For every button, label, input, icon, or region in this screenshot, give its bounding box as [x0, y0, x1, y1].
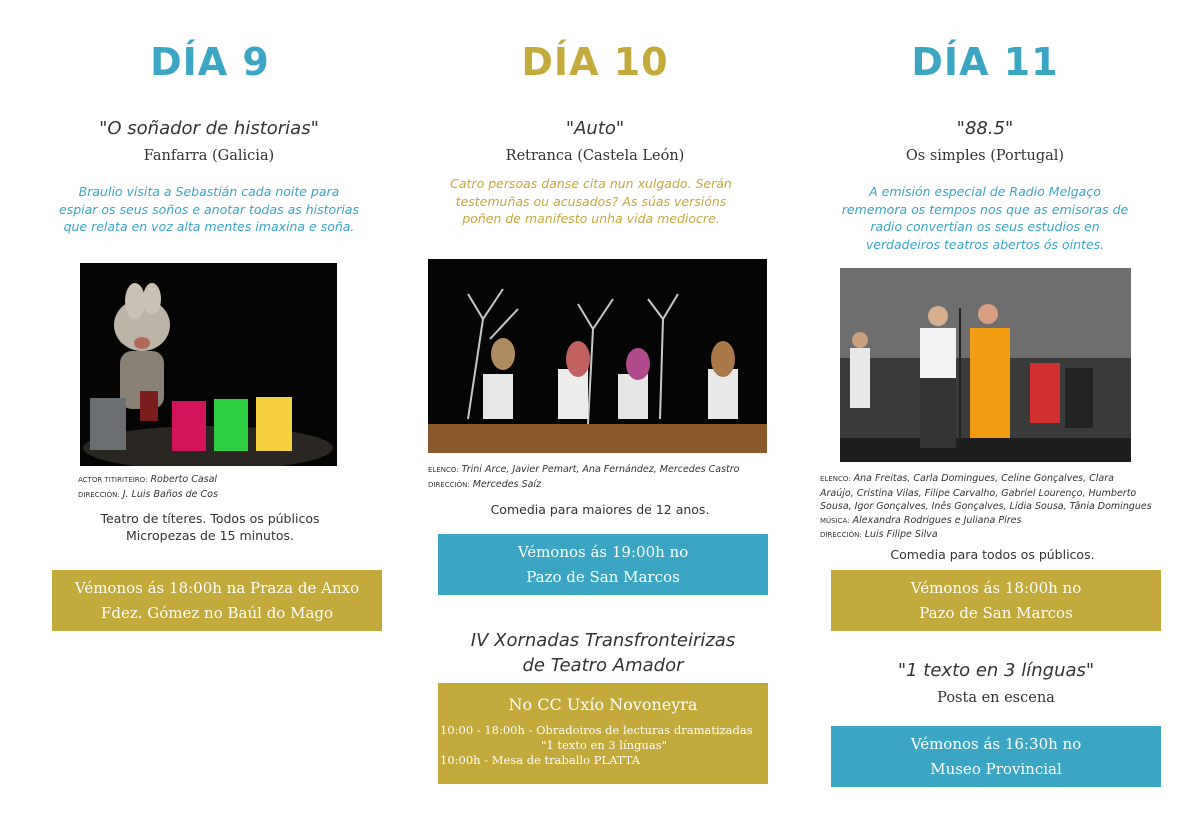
day10-credits: ELENCO: Trini Arce, Javier Pemart, Ana Fernández, Mercedes Castro DIRECCIÓN: Mercedes Saíz: [428, 464, 740, 490]
day11-credits: ELENCO: Ana Freitas, Carla Domingues, Celine Gonçalves, Clara Araújo, Cristina Vilas, Filipe Carvalho, Gabriel Lourenço, Humberto Sousa, Igor Gonçalves, Inês Gonçalves, Lídia Sousa, Tânia Domingues MÚSICA: Alexandra Rodrigues e Juliana Pires DIRECCIÓN: Luis Filipe Silva: [820, 473, 1152, 540]
day9-synopsis: Braulio visita a Sebastián cada noite para espiar os seus soños e anotar todas as historias que relata en voz alta mentes imaxina e soña.: [59, 184, 359, 234]
day9-photo: [80, 263, 337, 466]
day10-note: Comedia para maiores de 12 anos.: [490, 502, 710, 517]
day10-company: Retranca (Castela León): [505, 148, 685, 164]
day11-meeting-box: Vémonos ás 18:00h no Pazo de San Marcos: [831, 570, 1161, 631]
day9-title: "O soñador de historias": [99, 118, 319, 139]
day11-note: Comedia para todos os públicos.: [890, 547, 1095, 562]
day10-heading: DÍA 10: [521, 40, 669, 84]
day11-extra-title: "1 texto en 3 línguas": [897, 660, 1095, 681]
day10-title: "Auto": [565, 118, 625, 139]
workshop-heading: No CC Uxío Novoneyra: [508, 695, 698, 714]
day10-workshop-box: [438, 683, 768, 784]
day11-synopsis: A emisión especial de Radio Melgaço rememora os tempos nos que as emisoras de radio convertían os seus estudios en verdadeiros teatros abertos ós ointes.: [841, 184, 1129, 252]
day9-credits: ACTOR TITIRITEIRO: Roberto Casal DIRECCIÓN: J. Luis Baños de Cos: [78, 474, 218, 500]
day10-synopsis: Catro persoas danse cita nun xulgado. Serán testemuñas ou acusados? As súas versións poñen de manifesto unha vida mediocre.: [450, 176, 732, 226]
day11-museum-box: Vémonos ás 16:30h no Museo Provincial: [831, 726, 1161, 787]
day11-heading: DÍA 11: [911, 40, 1059, 84]
day11-title: "88.5": [956, 118, 1014, 139]
day11-extra-sub: Posta en escena: [937, 690, 1055, 706]
day9-meeting-box: Vémonos ás 18:00h na Praza de Anxo Fdez. Gómez no Baúl do Mago: [52, 570, 382, 631]
day9-note: Teatro de títeres. Todos os públicos Micropezas de 15 minutos.: [100, 511, 320, 543]
day9-company: Fanfarra (Galicia): [143, 148, 275, 164]
workshop-schedule: 10:00 - 18:00h - Obradoiros de lecturas dramatizadas "1 texto en 3 línguas" 10:00h - Mesa de traballo PLATTA: [440, 723, 753, 767]
day11-company: Os simples (Portugal): [905, 148, 1065, 164]
day10-meeting-box: Vémonos ás 19:00h no Pazo de San Marcos: [438, 534, 768, 595]
day10-extra-title: IV Xornadas Transfronteirizas de Teatro Amador: [470, 630, 736, 676]
day11-photo: [840, 268, 1131, 462]
day10-photo: [428, 259, 767, 453]
day9-heading: DÍA 9: [150, 40, 270, 84]
